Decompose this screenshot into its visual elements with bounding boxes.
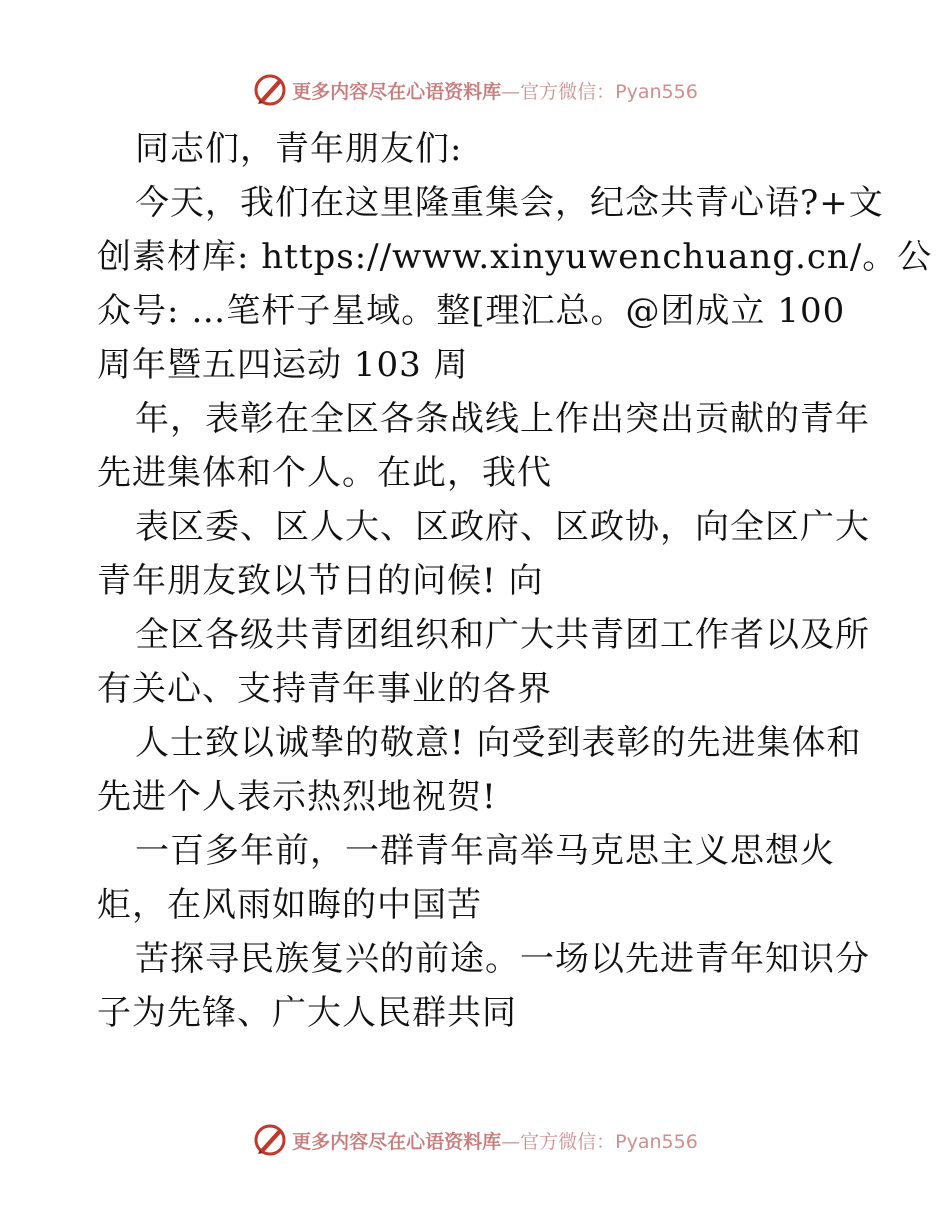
- document-body: [97, 122, 933, 1040]
- document-line: 全区各级共青团组织和广大共青团工作者以及所: [135, 615, 870, 655]
- watermark-contact: 官方微信：Pyan556: [520, 80, 698, 103]
- watermark-separator: —: [501, 1130, 521, 1153]
- watermark-text: [292, 1127, 698, 1154]
- document-line: 苦探寻民族复兴的前途。一场以先进青年知识分: [135, 939, 870, 979]
- document-line: 子为先锋、广大人民群共同: [97, 993, 517, 1033]
- pen-logo-icon: [252, 72, 288, 108]
- document-line: 青年朋友致以节日的问候! 向: [97, 561, 544, 601]
- footer-watermark: [0, 1120, 950, 1160]
- document-line: 炬，在风雨如晦的中国苦: [97, 885, 482, 925]
- document-line: 同志们，青年朋友们:: [135, 129, 463, 169]
- watermark-contact: 官方微信：Pyan556: [520, 1130, 698, 1153]
- document-line: 今天，我们在这里隆重集会，纪念共青心语?+文: [135, 183, 884, 223]
- document-line: 先进个人表示热烈地祝贺!: [97, 777, 497, 817]
- document-line: 人士致以诚挚的敬意! 向受到表彰的先进集体和: [135, 723, 862, 763]
- watermark-text: [292, 77, 698, 104]
- pen-logo-icon: [252, 1122, 288, 1158]
- document-line: 有关心、支持青年事业的各界: [97, 669, 552, 709]
- watermark-separator: —: [501, 80, 521, 103]
- document-line: 创素材库: https://www.xinyuwenchuang.cn/。公: [97, 237, 933, 277]
- document-line: 众号: …笔杆子星域。整[理汇总。@团成立 100: [97, 291, 846, 331]
- document-line: 先进集体和个人。在此，我代: [97, 453, 552, 493]
- document-line: 表区委、区人大、区政府、区政协，向全区广大: [135, 507, 870, 547]
- document-line: 一百多年前，一群青年高举马克思主义思想火: [135, 831, 835, 871]
- document-line: 周年暨五四运动 103 周: [97, 345, 469, 385]
- header-watermark: [0, 70, 950, 110]
- document-line: 年，表彰在全区各条战线上作出突出贡献的青年: [135, 399, 870, 439]
- watermark-brand: 更多内容尽在心语资料库: [292, 1130, 502, 1153]
- watermark-brand: 更多内容尽在心语资料库: [292, 80, 502, 103]
